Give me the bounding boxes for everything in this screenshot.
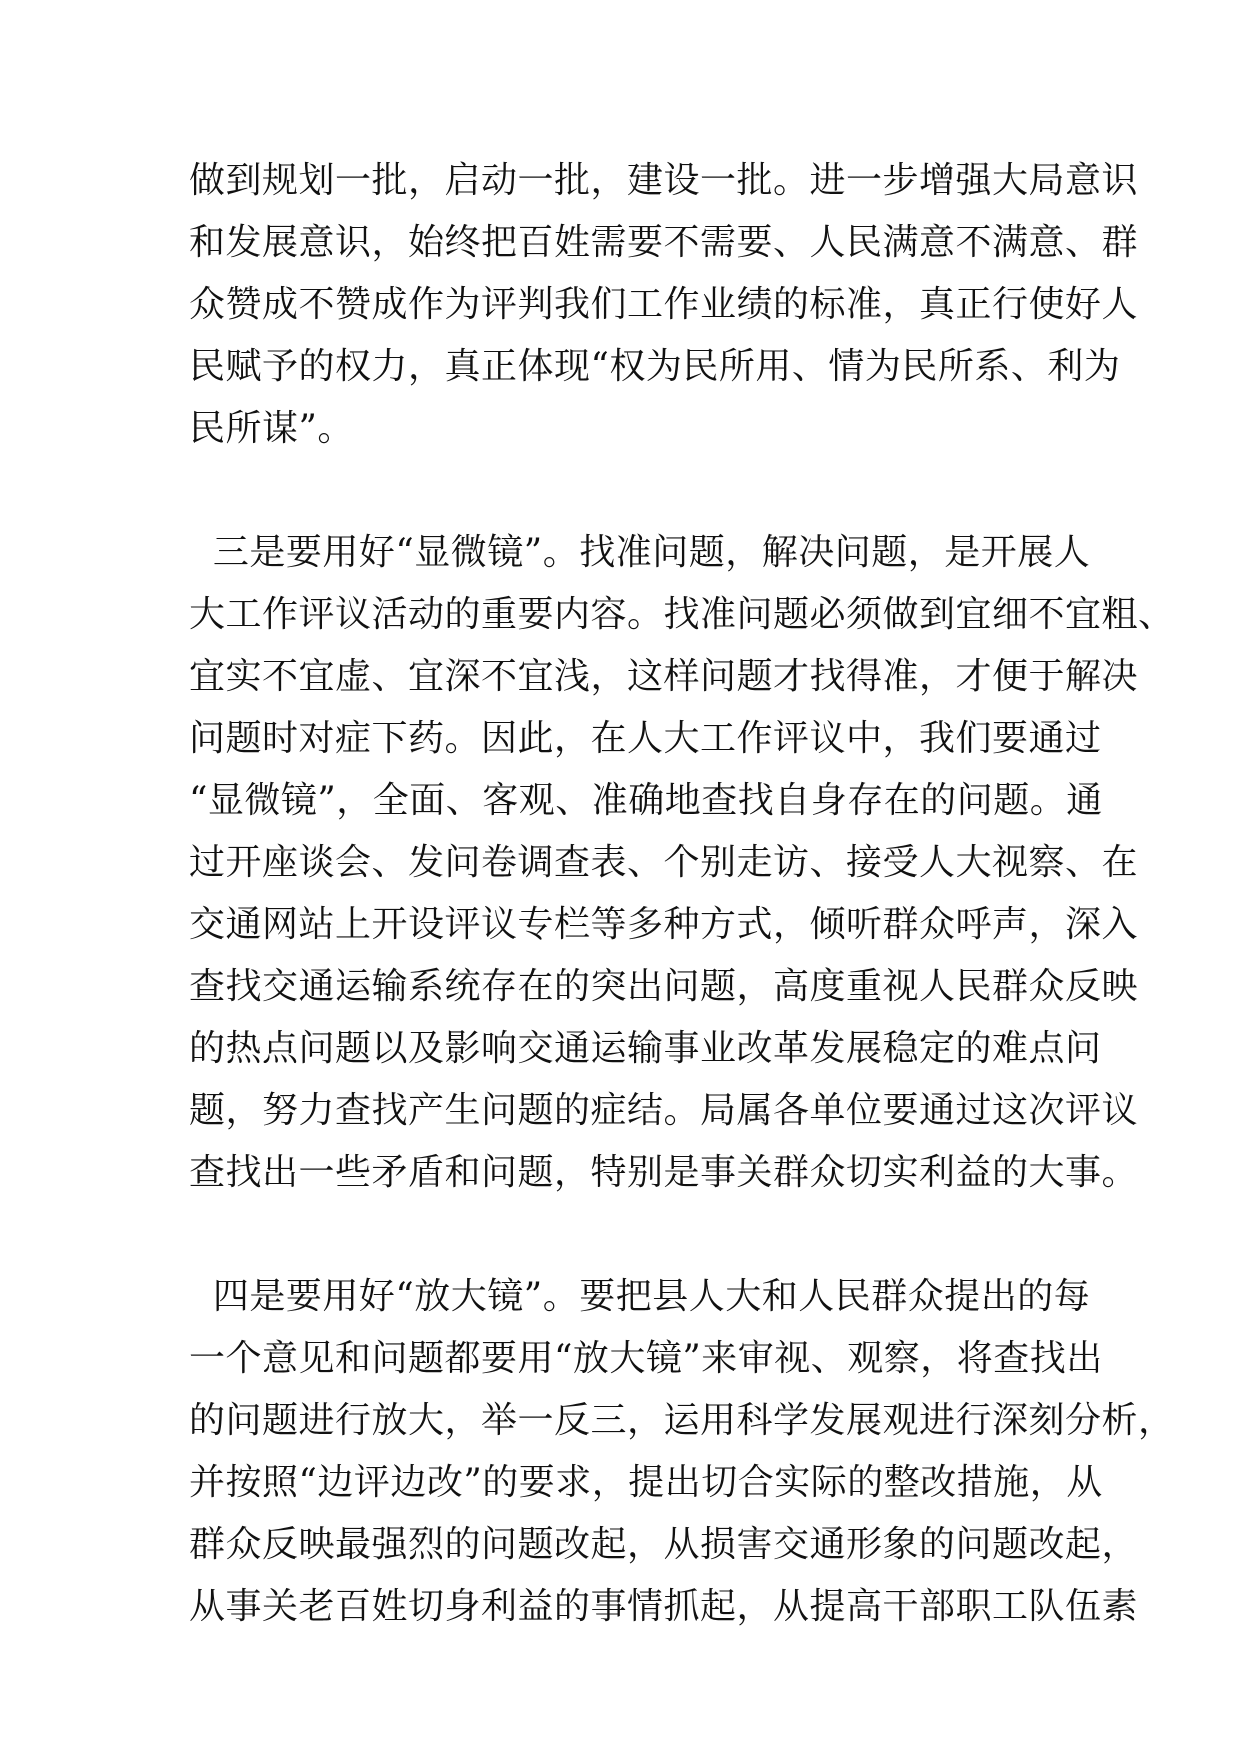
text-line: 民赋予的权力，真正体现“权为民所用、情为民所系、利为 — [189, 346, 1121, 387]
paragraph-1 — [189, 150, 1139, 460]
text-line: 一个意见和问题都要用“放大镜”来审视、观察，将查找出 — [189, 1338, 1103, 1379]
text-line: 四是要用好“放大镜”。要把县人大和人民群众提出的每 — [189, 1276, 1091, 1317]
text-line: 题，努力查找产生问题的症结。局属各单位要通过这次评议 — [189, 1090, 1139, 1131]
text-line: 查找交通运输系统存在的突出问题，高度重视人民群众反映 — [189, 966, 1139, 1007]
text-line: 三是要用好“显微镜”。找准问题，解决问题，是开展人 — [189, 532, 1091, 573]
document-body — [189, 150, 1175, 1638]
text-line: 过开座谈会、发问卷调查表、个别走访、接受人大视察、在 — [189, 842, 1139, 883]
text-line: 做到规划一批，启动一批，建设一批。进一步增强大局意识 — [189, 160, 1139, 201]
text-line: 群众反映最强烈的问题改起，从损害交通形象的问题改起， — [189, 1524, 1139, 1565]
text-line: 的热点问题以及影响交通运输事业改革发展稳定的难点问 — [189, 1028, 1102, 1069]
text-line: 的问题进行放大，举一反三，运用科学发展观进行深刻分析， — [189, 1400, 1175, 1441]
paragraph-spacer — [189, 1204, 1069, 1266]
paragraph-spacer — [189, 460, 1069, 522]
text-line: 并按照“边评边改”的要求，提出切合实际的整改措施，从 — [189, 1462, 1103, 1503]
text-line: 众赞成不赞成作为评判我们工作业绩的标准，真正行使好人 — [189, 284, 1139, 325]
text-line: 问题时对症下药。因此，在人大工作评议中，我们要通过 — [189, 718, 1102, 759]
paragraph-2 — [189, 522, 1175, 1204]
text-line: 大工作评议活动的重要内容。找准问题必须做到宜细不宜粗、 — [189, 594, 1175, 635]
text-line: “显微镜”，全面、客观、准确地查找自身存在的问题。通 — [189, 780, 1103, 821]
text-line: 和发展意识，始终把百姓需要不需要、人民满意不满意、群 — [189, 222, 1139, 263]
paragraph-3 — [189, 1266, 1175, 1638]
text-line: 宜实不宜虚、宜深不宜浅，这样问题才找得准，才便于解决 — [189, 656, 1139, 697]
text-line: 民所谋”。 — [189, 408, 354, 449]
text-line: 交通网站上开设评议专栏等多种方式，倾听群众呼声，深入 — [189, 904, 1139, 945]
text-line: 从事关老百姓切身利益的事情抓起，从提高干部职工队伍素 — [189, 1586, 1139, 1627]
text-line: 查找出一些矛盾和问题，特别是事关群众切实利益的大事。 — [189, 1152, 1139, 1193]
